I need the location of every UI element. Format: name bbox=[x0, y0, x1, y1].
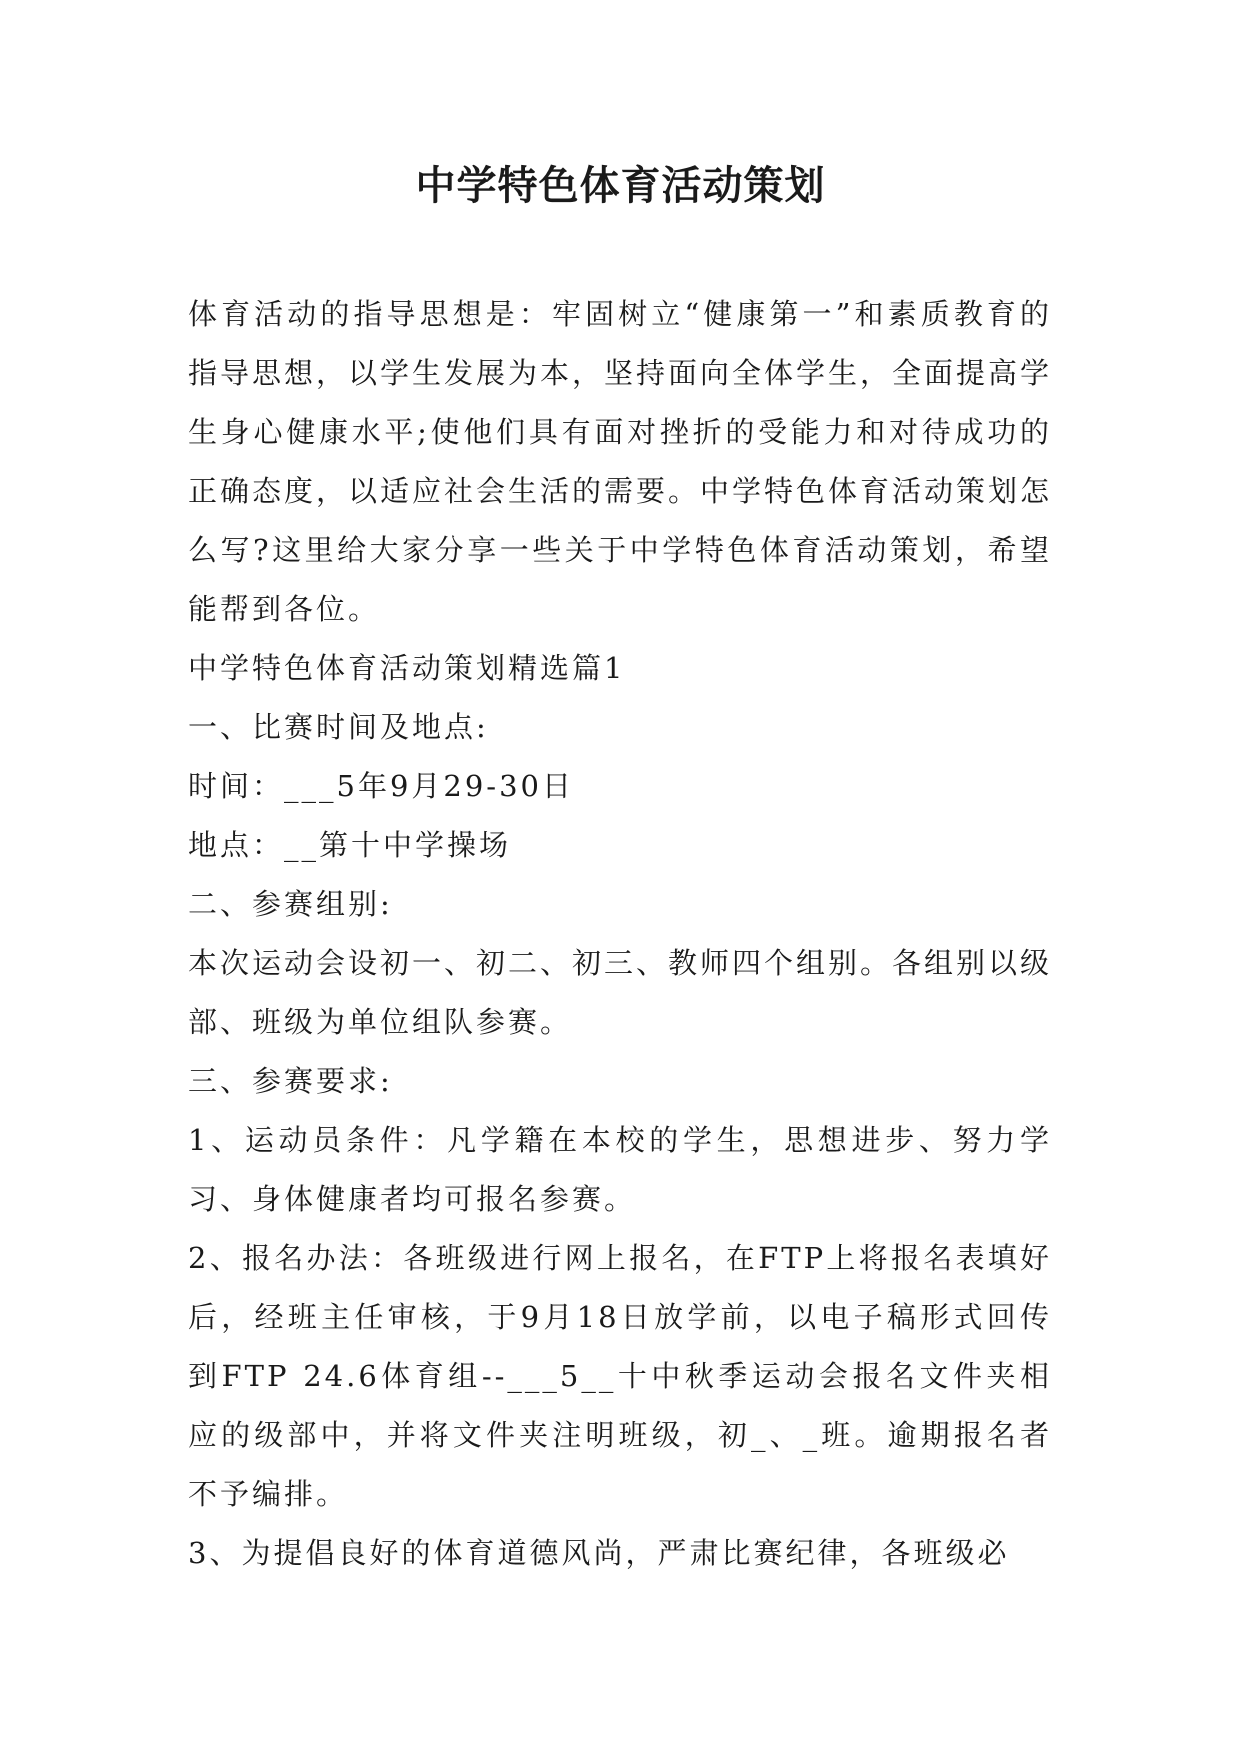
subheading-time-place: 一、比赛时间及地点: bbox=[188, 710, 489, 744]
place-line: 地点：__第十中学操场 bbox=[188, 828, 512, 862]
requirement-item-3: 3、为提倡良好的体育道德风尚，严肃比赛纪律，各班级必 bbox=[188, 1536, 1010, 1570]
section-heading: 中学特色体育活动策划精选篇1 bbox=[188, 651, 626, 685]
document-title: 中学特色体育活动策划 bbox=[415, 163, 826, 209]
groups-paragraph: 本次运动会设初一、初二、初三、教师四个组别。各组别以级部、班级为单位组队参赛。 bbox=[188, 946, 1053, 1039]
requirement-item-2: 2、报名办法：各班级进行网上报名，在FTP上将报名表填好后，经班主任审核，于9月18日放学前，以电子稿形式回传到FTP 24.6体育组--___5__十中秋季运动会报名文件夹相应的级部中，并将文件夹注明班级，初_、_班。逾期报名者不予编排。 bbox=[188, 1241, 1052, 1511]
subheading-requirements: 三、参赛要求: bbox=[188, 1064, 393, 1098]
document-body bbox=[188, 285, 1052, 1583]
subheading-groups: 二、参赛组别: bbox=[188, 887, 393, 921]
intro-paragraph: 体育活动的指导思想是：牢固树立“健康第一”和素质教育的指导思想，以学生发展为本，坚持面向全体学生，全面提高学生身心健康水平;使他们具有面对挫折的受能力和对待成功的正确态度，以适应社会生活的需要。中学特色体育活动策划怎么写?这里给大家分享一些关于中学特色体育活动策划，希望能帮到各位。 bbox=[188, 297, 1053, 626]
time-line: 时间：___5年9月29-30日 bbox=[188, 769, 575, 803]
requirement-item-1: 1、运动员条件：凡学籍在本校的学生，思想进步、努力学习、身体健康者均可报名参赛。 bbox=[188, 1123, 1052, 1216]
